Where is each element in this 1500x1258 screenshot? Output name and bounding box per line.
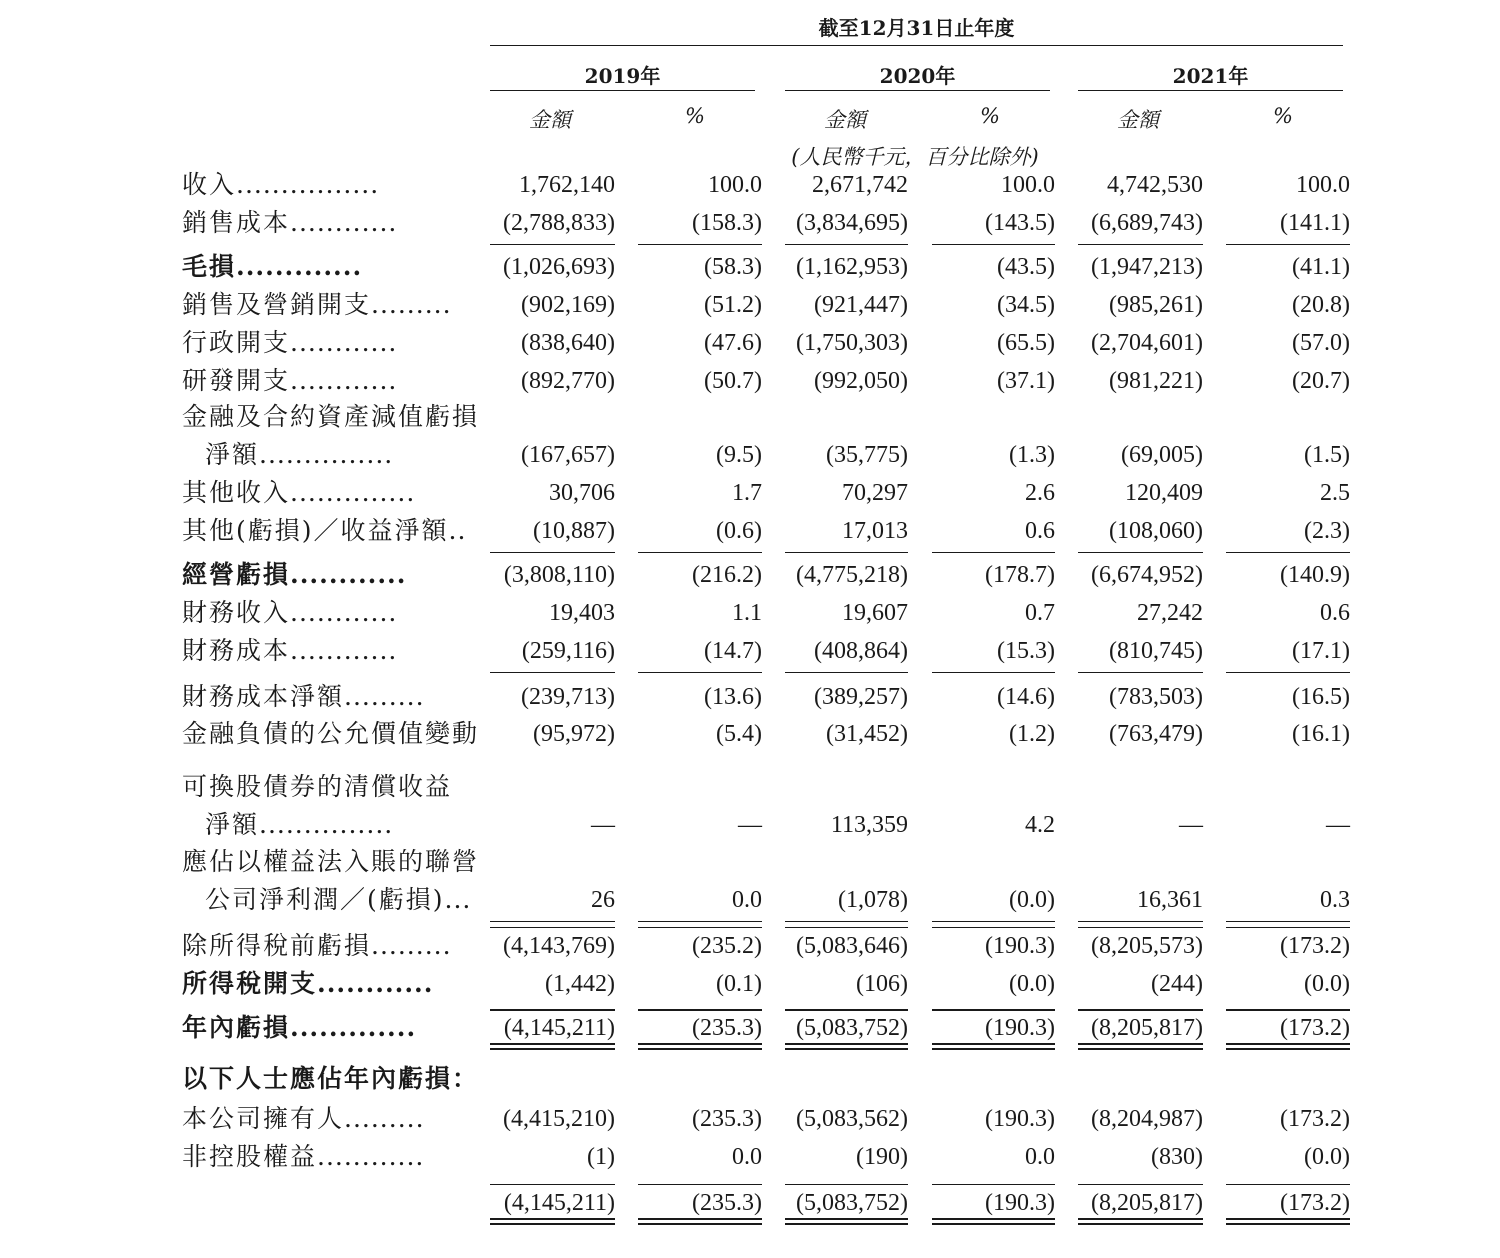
row-value: (4,415,210) xyxy=(503,1106,615,1132)
row-value: (810,745) xyxy=(1109,638,1203,664)
row-value: (1,026,693) xyxy=(503,254,615,280)
row-value: — xyxy=(1326,812,1350,838)
subtotal-rule xyxy=(932,552,1055,553)
leader-dots: ............... xyxy=(259,810,394,839)
row-value: 0.6 xyxy=(1025,518,1055,544)
row-value: (15.3) xyxy=(997,638,1055,664)
row-value: (838,640) xyxy=(521,330,615,356)
row-value: (216.2) xyxy=(692,562,762,588)
row-label xyxy=(182,847,479,877)
row-value: (3,834,695) xyxy=(796,210,908,236)
year-header-2019: 2019年 xyxy=(584,64,661,88)
row-value: (1,947,213) xyxy=(1091,254,1203,280)
row-value: (1) xyxy=(587,1144,615,1170)
row-value: 2.6 xyxy=(1025,480,1055,506)
row-value: 0.0 xyxy=(1025,1144,1055,1170)
row-value: (235.3) xyxy=(692,1190,762,1216)
row-value: — xyxy=(591,812,615,838)
total-double-rule xyxy=(932,1218,1055,1225)
row-value: 26 xyxy=(591,887,615,913)
total-double-rule xyxy=(1226,1218,1350,1225)
row-label xyxy=(182,366,397,396)
total-top-rule xyxy=(1226,1184,1350,1185)
row-label-text: 公司淨利潤／(虧損) xyxy=(205,885,445,914)
row-value: — xyxy=(738,812,762,838)
leader-dots: ............ xyxy=(317,969,434,998)
row-label xyxy=(182,1064,479,1094)
row-label xyxy=(182,1104,425,1134)
row-value: 100.0 xyxy=(1296,172,1350,198)
leader-dots: ............ xyxy=(290,560,407,589)
row-label-text: 年內虧損 xyxy=(182,1013,291,1042)
row-label xyxy=(182,252,362,282)
row-value: (235.2) xyxy=(692,933,762,959)
leader-dots: ............ xyxy=(290,328,398,357)
percent-header-2020: % xyxy=(980,104,1000,128)
row-value: (108,060) xyxy=(1109,518,1203,544)
total-double-rule xyxy=(932,1043,1055,1050)
row-value: (1,750,303) xyxy=(796,330,908,356)
row-label xyxy=(182,719,479,749)
leader-dots: ............ xyxy=(290,208,398,237)
row-label-text: 本公司擁有人 xyxy=(182,1104,345,1133)
subtotal-rule xyxy=(932,244,1055,245)
subtotal-rule xyxy=(1226,921,1350,922)
row-value: (143.5) xyxy=(985,210,1055,236)
row-label xyxy=(182,516,466,546)
subtotal-rule xyxy=(1226,552,1350,553)
row-value: 0.0 xyxy=(732,887,762,913)
amount-header-2020: 金額 xyxy=(824,108,866,132)
row-label xyxy=(182,682,425,712)
row-value: (1,442) xyxy=(545,971,615,997)
year-header-2021: 2021年 xyxy=(1172,64,1249,88)
row-value: 0.3 xyxy=(1320,887,1350,913)
row-value: 19,607 xyxy=(842,600,908,626)
row-value: (992,050) xyxy=(814,368,908,394)
row-value: 70,297 xyxy=(842,480,908,506)
row-value: (408,864) xyxy=(814,638,908,664)
leader-dots: ......... xyxy=(371,290,452,319)
row-value: 0.7 xyxy=(1025,600,1055,626)
row-label-text: 財務成本淨額 xyxy=(182,682,345,711)
unit-note: (人民幣千元，百分比除外) xyxy=(791,145,1039,169)
subtotal-rule xyxy=(638,552,762,553)
leader-dots: ................ xyxy=(236,170,380,199)
row-label-text: 所得稅開支 xyxy=(182,969,318,998)
row-label xyxy=(182,328,397,358)
row-value: (830) xyxy=(1151,1144,1203,1170)
total-top-rule xyxy=(490,927,615,928)
row-value: (1,162,953) xyxy=(796,254,908,280)
leader-dots: ... xyxy=(444,885,472,914)
total-top-rule xyxy=(1078,927,1203,928)
leader-dots: ......... xyxy=(371,931,452,960)
row-value: (140.9) xyxy=(1280,562,1350,588)
row-value: (20.8) xyxy=(1292,292,1350,318)
row-value: (4,145,211) xyxy=(503,1190,615,1216)
total-top-rule xyxy=(1226,1010,1350,1011)
row-value: 0.6 xyxy=(1320,600,1350,626)
total-top-rule xyxy=(638,927,762,928)
leader-dots: ............... xyxy=(259,440,394,469)
row-label-text: 應佔以權益法入賬的聯營 xyxy=(182,847,480,876)
subtotal-rule xyxy=(785,672,908,673)
row-value: (5.4) xyxy=(716,721,762,747)
leader-dots: .. xyxy=(448,516,467,545)
total-top-rule xyxy=(785,1010,908,1011)
subtotal-rule xyxy=(785,921,908,922)
leader-dots: ............. xyxy=(236,252,363,281)
row-value: (35,775) xyxy=(826,442,908,468)
row-label-text: 其他(虧損)／收益淨額 xyxy=(182,516,449,545)
row-value: (8,205,573) xyxy=(1091,933,1203,959)
row-value: (0.0) xyxy=(1304,971,1350,997)
row-label-text: 可換股債券的清償收益 xyxy=(182,772,453,801)
row-value: (17.1) xyxy=(1292,638,1350,664)
year-underline-2021 xyxy=(1078,90,1343,91)
total-double-rule xyxy=(638,1218,762,1225)
total-double-rule xyxy=(1078,1043,1203,1050)
row-value: 16,361 xyxy=(1137,887,1203,913)
row-value: (892,770) xyxy=(521,368,615,394)
row-value: (2.3) xyxy=(1304,518,1350,544)
row-value: 30,706 xyxy=(549,480,615,506)
total-top-rule xyxy=(1226,927,1350,928)
row-value: (37.1) xyxy=(997,368,1055,394)
row-value: (16.1) xyxy=(1292,721,1350,747)
row-value: (902,169) xyxy=(521,292,615,318)
row-value: (16.5) xyxy=(1292,684,1350,710)
row-label xyxy=(182,772,452,802)
row-label xyxy=(182,560,406,590)
row-value: (173.2) xyxy=(1280,933,1350,959)
subtotal-rule xyxy=(490,552,615,553)
row-value: 4,742,530 xyxy=(1107,172,1203,198)
subtotal-rule xyxy=(490,672,615,673)
leader-dots: ............. xyxy=(290,1013,417,1042)
row-value: (259,116) xyxy=(521,638,615,664)
row-value: 0.0 xyxy=(732,1144,762,1170)
period-header: 截至12月31日止年度 xyxy=(818,16,1015,40)
row-label-text: 研發開支 xyxy=(182,366,291,395)
row-value: (5,083,562) xyxy=(796,1106,908,1132)
row-value: (0.0) xyxy=(1009,971,1055,997)
row-value: (235.3) xyxy=(692,1015,762,1041)
row-label-text: 淨額 xyxy=(205,810,260,839)
row-value: (8,204,987) xyxy=(1091,1106,1203,1132)
subtotal-rule xyxy=(638,244,762,245)
row-value: (173.2) xyxy=(1280,1106,1350,1132)
row-label-text: 財務收入 xyxy=(182,598,291,627)
total-double-rule xyxy=(1078,1218,1203,1225)
row-label xyxy=(182,598,397,628)
row-label-text: 銷售成本 xyxy=(182,208,291,237)
row-value: 2,671,742 xyxy=(812,172,908,198)
row-value: (51.2) xyxy=(704,292,762,318)
total-top-rule xyxy=(490,1010,615,1011)
row-label-text: 以下人士應佔年內虧損： xyxy=(182,1064,480,1093)
percent-header-2021: % xyxy=(1273,104,1293,128)
row-label xyxy=(182,478,415,508)
row-value: (57.0) xyxy=(1292,330,1350,356)
row-value: (239,713) xyxy=(521,684,615,710)
row-label xyxy=(182,208,397,238)
subtotal-rule xyxy=(1078,552,1203,553)
row-value: (783,503) xyxy=(1109,684,1203,710)
row-value: (173.2) xyxy=(1280,1190,1350,1216)
row-label xyxy=(182,170,379,200)
year-underline-2020 xyxy=(785,90,1050,91)
row-label xyxy=(205,885,471,915)
total-top-rule xyxy=(1078,1184,1203,1185)
row-value: (244) xyxy=(1151,971,1203,997)
subtotal-rule xyxy=(785,552,908,553)
row-label-text: 行政開支 xyxy=(182,328,291,357)
row-value: 1.7 xyxy=(732,480,762,506)
row-value: (4,775,218) xyxy=(796,562,908,588)
row-label xyxy=(205,440,393,470)
row-value: (1,078) xyxy=(838,887,908,913)
subtotal-rule xyxy=(490,244,615,245)
row-value: 4.2 xyxy=(1025,812,1055,838)
row-value: (58.3) xyxy=(704,254,762,280)
leader-dots: ............ xyxy=(290,636,398,665)
total-top-rule xyxy=(932,1184,1055,1185)
row-label-text: 其他收入 xyxy=(182,478,291,507)
row-value: 100.0 xyxy=(1001,172,1055,198)
row-value: (0.0) xyxy=(1304,1144,1350,1170)
subtotal-rule xyxy=(1078,672,1203,673)
row-value: (0.1) xyxy=(716,971,762,997)
row-label xyxy=(182,931,452,961)
total-top-rule xyxy=(785,927,908,928)
row-value: (3,808,110) xyxy=(503,562,615,588)
total-top-rule xyxy=(785,1184,908,1185)
row-value: (8,205,817) xyxy=(1091,1015,1203,1041)
row-value: (1.2) xyxy=(1009,721,1055,747)
row-value: (190.3) xyxy=(985,1015,1055,1041)
total-double-rule xyxy=(1226,1043,1350,1050)
row-value: (178.7) xyxy=(985,562,1055,588)
row-value: (14.7) xyxy=(704,638,762,664)
row-label-text: 毛損 xyxy=(182,252,237,281)
total-double-rule xyxy=(785,1218,908,1225)
row-value: (8,205,817) xyxy=(1091,1190,1203,1216)
subtotal-rule xyxy=(1226,672,1350,673)
total-top-rule xyxy=(1078,1010,1203,1011)
row-value: (0.6) xyxy=(716,518,762,544)
subtotal-rule xyxy=(638,672,762,673)
row-label-text: 非控股權益 xyxy=(182,1142,318,1171)
row-value: (47.6) xyxy=(704,330,762,356)
total-double-rule xyxy=(785,1043,908,1050)
row-value: 19,403 xyxy=(549,600,615,626)
row-value: (190.3) xyxy=(985,1106,1055,1132)
row-value: 1.1 xyxy=(732,600,762,626)
row-value: (69,005) xyxy=(1121,442,1203,468)
row-value: 120,409 xyxy=(1125,480,1203,506)
total-top-rule xyxy=(490,1184,615,1185)
row-value: (65.5) xyxy=(997,330,1055,356)
row-value: (167,657) xyxy=(521,442,615,468)
subtotal-rule xyxy=(638,921,762,922)
row-value: 27,242 xyxy=(1137,600,1203,626)
row-value: 100.0 xyxy=(708,172,762,198)
percent-header-2019: % xyxy=(685,104,705,128)
row-value: (0.0) xyxy=(1009,887,1055,913)
row-value: (50.7) xyxy=(704,368,762,394)
row-label-text: 銷售及營銷開支 xyxy=(182,290,372,319)
row-label-text: 金融負債的公允價值變動 xyxy=(182,719,480,748)
leader-dots: .............. xyxy=(290,478,416,507)
total-double-rule xyxy=(490,1043,615,1050)
total-double-rule xyxy=(638,1043,762,1050)
total-double-rule xyxy=(490,1218,615,1225)
total-top-rule xyxy=(638,1010,762,1011)
row-value: (34.5) xyxy=(997,292,1055,318)
row-value: (5,083,646) xyxy=(796,933,908,959)
amount-header-2021: 金額 xyxy=(1117,108,1159,132)
row-value: (106) xyxy=(856,971,908,997)
row-value: (20.7) xyxy=(1292,368,1350,394)
row-label-text: 收入 xyxy=(182,170,237,199)
row-value: 113,359 xyxy=(830,812,908,838)
total-top-rule xyxy=(932,1010,1055,1011)
row-label xyxy=(182,290,452,320)
row-value: (190) xyxy=(856,1144,908,1170)
row-value: (985,261) xyxy=(1109,292,1203,318)
row-value: (95,972) xyxy=(533,721,615,747)
row-value: (389,257) xyxy=(814,684,908,710)
leader-dots: ............ xyxy=(290,366,398,395)
row-value: (1.5) xyxy=(1304,442,1350,468)
period-underline xyxy=(490,45,1343,46)
row-value: (141.1) xyxy=(1280,210,1350,236)
row-value: (5,083,752) xyxy=(796,1190,908,1216)
subtotal-rule xyxy=(932,921,1055,922)
row-label-text: 財務成本 xyxy=(182,636,291,665)
row-value: (2,788,833) xyxy=(503,210,615,236)
row-label xyxy=(205,810,393,840)
row-label xyxy=(182,402,479,432)
row-label-text: 除所得稅前虧損 xyxy=(182,931,372,960)
subtotal-rule xyxy=(1226,244,1350,245)
leader-dots: ............ xyxy=(317,1142,425,1171)
row-value: (31,452) xyxy=(826,721,908,747)
row-value: (2,704,601) xyxy=(1091,330,1203,356)
amount-header-2019: 金額 xyxy=(529,108,571,132)
row-value: 2.5 xyxy=(1320,480,1350,506)
row-value: (981,221) xyxy=(1109,368,1203,394)
row-label xyxy=(182,636,397,666)
row-value: (921,447) xyxy=(814,292,908,318)
row-value: (6,689,743) xyxy=(1091,210,1203,236)
row-value: (235.3) xyxy=(692,1106,762,1132)
row-value: (190.3) xyxy=(985,1190,1055,1216)
row-value: 17,013 xyxy=(842,518,908,544)
row-label xyxy=(182,969,433,999)
row-value: (13.6) xyxy=(704,684,762,710)
row-value: (5,083,752) xyxy=(796,1015,908,1041)
row-value: (190.3) xyxy=(985,933,1055,959)
row-value: 1,762,140 xyxy=(519,172,615,198)
row-label xyxy=(182,1013,416,1043)
leader-dots: ............ xyxy=(290,598,398,627)
row-value: (1.3) xyxy=(1009,442,1055,468)
subtotal-rule xyxy=(785,244,908,245)
subtotal-rule xyxy=(1078,244,1203,245)
leader-dots: ......... xyxy=(344,1104,425,1133)
row-value: (158.3) xyxy=(692,210,762,236)
row-value: (4,143,769) xyxy=(503,933,615,959)
total-top-rule xyxy=(638,1184,762,1185)
row-value: (14.6) xyxy=(997,684,1055,710)
row-value: (763,479) xyxy=(1109,721,1203,747)
row-value: (43.5) xyxy=(997,254,1055,280)
row-value: (10,887) xyxy=(533,518,615,544)
leader-dots: ......... xyxy=(344,682,425,711)
row-label-text: 金融及合約資產減值虧損 xyxy=(182,402,480,431)
subtotal-rule xyxy=(490,921,615,922)
total-top-rule xyxy=(932,927,1055,928)
row-value: (6,674,952) xyxy=(1091,562,1203,588)
row-label-text: 經營虧損 xyxy=(182,560,291,589)
row-value: (4,145,211) xyxy=(503,1015,615,1041)
row-value: (41.1) xyxy=(1292,254,1350,280)
row-value: (9.5) xyxy=(716,442,762,468)
row-label-text: 淨額 xyxy=(205,440,260,469)
year-underline-2019 xyxy=(490,90,755,91)
subtotal-rule xyxy=(932,672,1055,673)
subtotal-rule xyxy=(1078,921,1203,922)
row-value: (173.2) xyxy=(1280,1015,1350,1041)
row-value: — xyxy=(1179,812,1203,838)
year-header-2020: 2020年 xyxy=(879,64,956,88)
row-label xyxy=(182,1142,424,1172)
